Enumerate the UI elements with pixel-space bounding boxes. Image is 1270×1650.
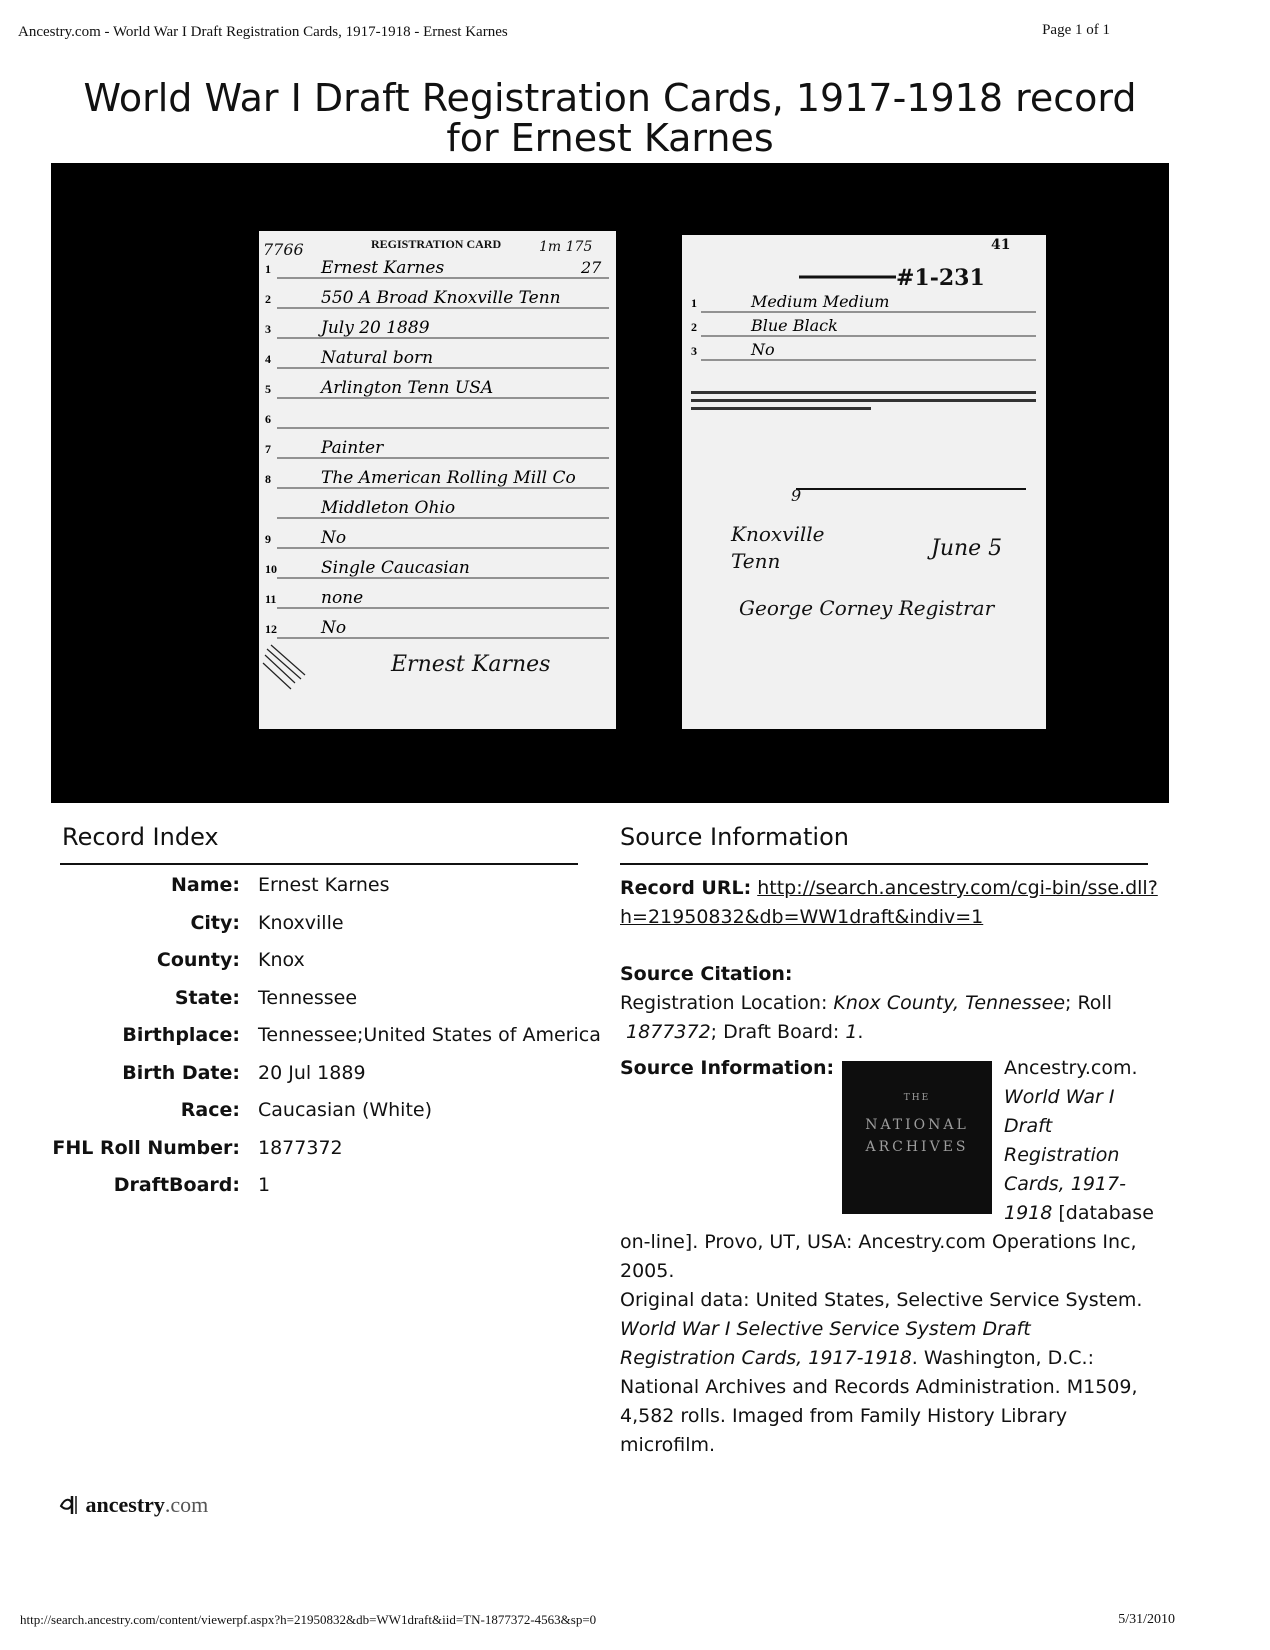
record-index-label: County: <box>156 949 240 971</box>
citation-board: 1 <box>845 1021 858 1043</box>
record-index-label: Birthplace: <box>122 1024 240 1046</box>
card-back-registrar: George Corney Registrar <box>739 596 995 620</box>
footer-url: http://search.ancestry.com/content/viewerpf.aspx?h=21950832&db=WW1draft&iid=TN-1877372-4563&sp=0 <box>20 1612 597 1627</box>
record-url-link[interactable]: http://search.ancestry.com/cgi-bin/sse.dll? <box>757 877 1158 899</box>
card-line-text: Middleton Ohio <box>321 498 456 518</box>
card-line-text: Painter <box>321 438 384 458</box>
source-information-divider <box>620 863 1148 865</box>
record-image-svg <box>51 163 1169 803</box>
card-line-text: none <box>321 588 364 608</box>
record-index-value: 1877372 <box>258 1136 343 1159</box>
record-index-heading: Record Index <box>62 823 219 851</box>
card-serial: #1-231 <box>896 265 985 291</box>
source-side-line: 1918 [database <box>1004 1202 1154 1224</box>
card-back-line-text: Medium Medium <box>751 292 890 311</box>
source-citation-block <box>620 960 1140 1047</box>
card-line-text: 550 A Broad Knoxville Tenn <box>321 288 561 308</box>
card-line-number: 4 <box>265 352 271 366</box>
archives-line-1: THE <box>903 1093 931 1103</box>
source-side-line: Registration <box>1004 1144 1120 1166</box>
source-paragraph-2: Original data: United States, Selective Service System. World War I Selective Service System Draft Registration Cards, 1917-1918. Washington, D.C.: National Archives and Records Administration. M1509, 4,582 rolls. Imaged from Family History Library microfilm. <box>620 1289 1143 1456</box>
record-index-label: State: <box>174 986 240 1009</box>
footer-date: 5/31/2010 <box>1118 1612 1175 1627</box>
record-index-row <box>60 912 620 950</box>
card-corner-right: 1m 175 <box>539 239 593 255</box>
card-corner-left: 7766 <box>263 240 304 259</box>
card-line-text: No <box>321 528 347 548</box>
card-back-precinct: 9 <box>791 486 802 505</box>
record-image[interactable] <box>51 163 1169 803</box>
card-line-text: Ernest Karnes <box>321 258 445 278</box>
source-information-label: Source Information: <box>620 1057 835 1079</box>
record-index-row <box>60 874 620 912</box>
record-index-label: Name: <box>170 874 240 896</box>
card-line-number: 7 <box>265 442 271 456</box>
source-side-line: World War I <box>1004 1086 1115 1108</box>
registration-card-back <box>682 235 1046 729</box>
record-index-row <box>60 987 620 1025</box>
record-index-divider <box>60 863 578 865</box>
record-index-value: 1 <box>258 1174 271 1196</box>
record-index-value: Knox <box>258 949 305 971</box>
record-url-label: Record URL: <box>620 877 752 899</box>
source-side-line: Cards, 1917- <box>1004 1173 1126 1195</box>
source-information-heading: Source Information <box>620 823 849 851</box>
record-index-row <box>60 949 620 987</box>
card-line-text: Arlington Tenn USA <box>321 378 494 398</box>
source-paragraph-1: on-line]. Provo, UT, USA: Ancestry.com Operations Inc, 2005. <box>620 1231 1137 1282</box>
card-line-number: 12 <box>265 622 277 636</box>
card-line-number: 11 <box>265 592 277 606</box>
record-index-value: Knoxville <box>258 911 344 934</box>
record-index-value: Tennessee;United States of America <box>258 1024 601 1046</box>
citation-end: . <box>857 1021 864 1043</box>
card-line-text: Single Caucasian <box>321 558 470 578</box>
registration-card-front <box>259 231 616 729</box>
record-index-value: 20 Jul 1889 <box>258 1061 366 1084</box>
ancestry-logo-text: ancestry <box>85 1492 165 1517</box>
card-line-number: 3 <box>265 322 271 336</box>
archives-line-3: ARCHIVES <box>865 1139 969 1155</box>
card-line-number: 5 <box>265 382 271 396</box>
card-line-text: No <box>321 618 347 638</box>
record-index-row <box>60 1024 620 1062</box>
title-line-1: World War I Draft Registration Cards, 1917-1918 record <box>83 76 1137 120</box>
card-line-text: July 20 1889 <box>321 318 430 338</box>
title-line-2: for Ernest Karnes <box>446 116 774 160</box>
card-back-city: Knoxville <box>731 522 825 546</box>
card-back-line-text: No <box>751 340 775 359</box>
archives-line-2: NATIONAL <box>865 1117 969 1133</box>
card-back-line-number: 1 <box>691 296 697 310</box>
ancestry-logo-suffix: .com <box>164 1492 209 1517</box>
source-side-line: Ancestry.com. <box>1004 1057 1138 1079</box>
source-information-label-block <box>620 1054 834 1083</box>
card-line-number: 6 <box>265 412 271 426</box>
card-line-text: The American Rolling Mill Co <box>321 468 576 488</box>
card-back-corner: 41 <box>991 237 1011 253</box>
page-number: Page 1 of 1 <box>1042 22 1110 38</box>
citation-roll: 1877372 <box>626 1021 711 1043</box>
source-side-text <box>1004 1054 1154 1228</box>
citation-board-label: ; Draft Board: <box>710 1021 846 1043</box>
record-index-label: City: <box>190 911 240 934</box>
record-index-value: Ernest Karnes <box>258 874 390 896</box>
card-line-number: 1 <box>265 262 271 276</box>
ancestry-leaf-icon <box>58 1492 86 1517</box>
record-index-value: Tennessee <box>258 986 358 1009</box>
record-index-row <box>60 1099 620 1137</box>
card-line-number: 9 <box>265 532 271 546</box>
ancestry-logo[interactable] <box>58 1492 208 1518</box>
card-front-signature: Ernest Karnes <box>391 652 551 677</box>
card-line-number: 10 <box>265 562 277 576</box>
record-url-block <box>620 874 1160 932</box>
record-index-label: FHL Roll Number: <box>52 1136 240 1159</box>
source-side-line: Draft <box>1004 1115 1053 1137</box>
record-index-row <box>60 1062 620 1100</box>
page-header-title: Ancestry.com - World War I Draft Registration Cards, 1917-1918 - Ernest Karnes <box>18 24 508 40</box>
citation-text: Registration Location: <box>620 992 834 1014</box>
card-line-text: Natural born <box>321 348 434 368</box>
record-index-label: Birth Date: <box>122 1061 240 1084</box>
record-index-label: DraftBoard: <box>113 1174 240 1196</box>
citation-location: Knox County, Tennessee <box>833 992 1066 1014</box>
page-title <box>50 78 1170 158</box>
card-back-line-number: 2 <box>691 320 697 334</box>
card-line-number: 8 <box>265 472 271 486</box>
record-index-row <box>52 1136 620 1175</box>
record-index-value: Caucasian (White) <box>258 1099 433 1121</box>
record-index-row <box>60 1174 620 1212</box>
card-back-date: June 5 <box>931 536 1003 561</box>
card-heading: REGISTRATION CARD <box>371 237 502 251</box>
citation-roll-label: ; Roll <box>1065 992 1112 1014</box>
card-back-state: Tenn <box>731 549 781 573</box>
source-citation-label: Source Citation: <box>620 963 793 985</box>
national-archives-logo <box>842 1061 992 1214</box>
card-line-extra: 27 <box>581 258 602 277</box>
source-paragraph <box>620 1228 1150 1460</box>
card-back-line-text: Blue Black <box>751 316 838 335</box>
card-back-line-number: 3 <box>691 344 697 358</box>
record-url-link-continued[interactable]: h=21950832&db=WW1draft&indiv=1 <box>620 906 984 928</box>
card-line-number: 2 <box>265 292 271 306</box>
record-index-label: Race: <box>180 1099 240 1121</box>
